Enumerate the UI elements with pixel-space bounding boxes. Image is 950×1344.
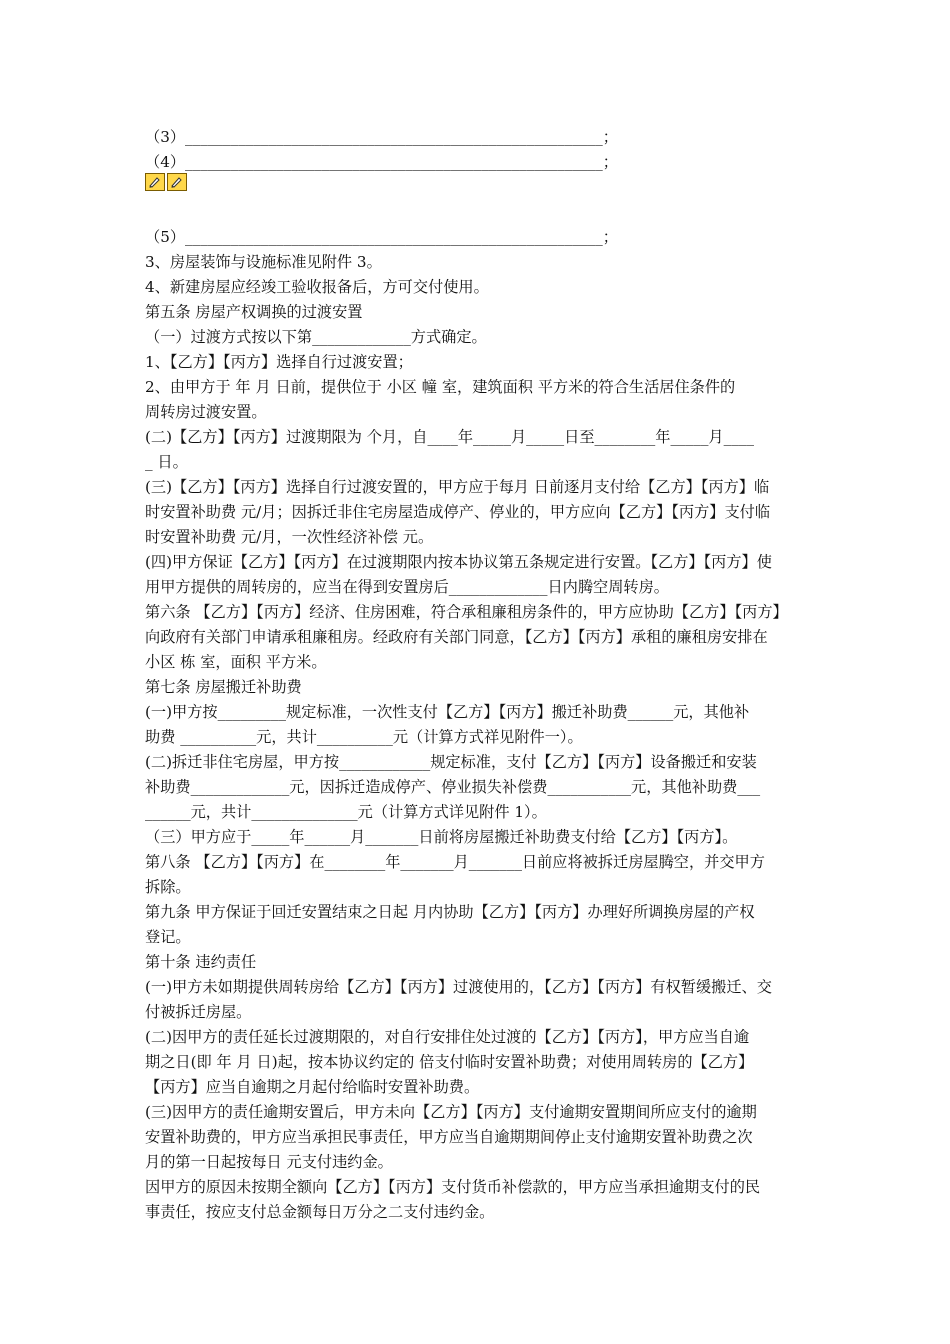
section-heading: 第六条 【乙方】【丙方】经济、住房困难，符合承租廉租房条件的，甲方应协助【乙方】【丙方】: [145, 603, 788, 621]
text-line: （4）_______________________________________________________；: [145, 153, 618, 171]
text-line: 事责任，按应支付总金额每日万分之二支付违约金。: [145, 1203, 495, 1221]
text-line: 【丙方】应当自逾期之月起付给临时安置补助费。: [145, 1078, 480, 1096]
text-line: 1、【乙方】【丙方】选择自行过渡安置；: [145, 353, 413, 371]
section-heading: 第八条 【乙方】【丙方】在________年_______月_______日前应将被拆迁房屋腾空，并交甲方: [145, 853, 765, 871]
text-line: (三)因甲方的责任逾期安置后，甲方未向【乙方】【丙方】支付逾期安置期间所应支付的逾期: [145, 1103, 757, 1121]
text-line: 用甲方提供的周转房的，应当在得到安置房后_____________日内腾空周转房。: [145, 578, 669, 596]
text-line: 拆除。: [145, 878, 191, 896]
text-line: （3）_______________________________________________________；: [145, 128, 618, 146]
text-line: 周转房过渡安置。: [145, 403, 267, 421]
section-heading: 第七条 房屋搬迁补助费: [145, 678, 302, 696]
text-line: _ 日。: [145, 453, 188, 471]
text-line: 月的第一日起按每日 元支付违约金。: [145, 1153, 393, 1171]
text-line: 小区 栋 室，面积 平方米。: [145, 653, 327, 671]
text-line: （三）甲方应于_____年______月_______日前将房屋搬迁补助费支付给【乙方】【丙方】。: [145, 828, 738, 846]
text-line: (一)甲方按_________规定标准，一次性支付【乙方】【丙方】搬迁补助费______元，其他补: [145, 703, 750, 721]
section-heading: 第五条 房屋产权调换的过渡安置: [145, 303, 363, 321]
text-line: 助费 __________元，共计__________元（计算方式祥见附件一）。: [145, 728, 583, 746]
text-line: 时安置补助费 元/月；因拆迁非住宅房屋造成停产、停业的，甲方应向【乙方】【丙方】支付临: [145, 503, 771, 521]
text-line: 时安置补助费 元/月，一次性经济补偿 元。: [145, 528, 434, 546]
text-line: 3、房屋装饰与设施标准见附件 3。: [145, 253, 382, 271]
text-line: (四)甲方保证【乙方】【丙方】在过渡期限内按本协议第五条规定进行安置。【乙方】【丙方】使: [145, 553, 772, 571]
text-line: (一)甲方未如期提供周转房给【乙方】【丙方】过渡使用的，【乙方】【丙方】有权暂缓搬迁、交: [145, 978, 772, 996]
section-heading: 第十条 违约责任: [145, 953, 257, 971]
edit-pencil-icon[interactable]: [167, 173, 187, 191]
text-line: 向政府有关部门申请承租廉租房。经政府有关部门同意，【乙方】【丙方】承租的廉租房安排在: [145, 628, 768, 646]
text-line: 因甲方的原因未按期全额向【乙方】【丙方】支付货币补偿款的，甲方应当承担逾期支付的民: [145, 1178, 761, 1196]
text-line: ______元，共计______________元（计算方式详见附件 1）。: [145, 803, 547, 821]
text-line: 2、由甲方于 年 月 日前，提供位于 小区 幢 室，建筑面积 平方米的符合生活居住条件的: [145, 378, 736, 396]
text-line: 安置补助费的，甲方应当承担民事责任，甲方应当自逾期期间停止支付逾期安置补助费之次: [145, 1128, 753, 1146]
text-line: (二)因甲方的责任延长过渡期限的，对自行安排住处过渡的【乙方】【丙方】，甲方应当自逾: [145, 1028, 750, 1046]
text-line: (二)【乙方】【丙方】过渡期限为 个月，自____年_____月_____日至________年_____月____: [145, 428, 754, 446]
text-line: (三)【乙方】【丙方】选择自行过渡安置的，甲方应于每月 日前逐月支付给【乙方】【丙方】临: [145, 478, 770, 496]
text-line: 4、新建房屋应经竣工验收报备后，方可交付使用。: [145, 278, 489, 296]
text-line: 登记。: [145, 928, 191, 946]
section-heading: 第九条 甲方保证于回迁安置结束之日起 月内协助【乙方】【丙方】办理好所调换房屋的产权: [145, 903, 755, 921]
text-line: （5）_______________________________________________________；: [145, 228, 618, 246]
text-line: (二)拆迁非住宅房屋，甲方按____________规定标准，支付【乙方】【丙方】设备搬迁和安装: [145, 753, 757, 771]
edit-pencil-icon[interactable]: [145, 173, 165, 191]
text-line: 补助费_____________元，因拆迁造成停产、停业损失补偿费___________元，其他补助费___: [145, 778, 761, 796]
text-line: （一）过渡方式按以下第_____________方式确定。: [145, 328, 487, 346]
embedded-toolbar: [145, 173, 187, 191]
text-line: 期之日(即 年 月 日)起，按本协议约定的 倍支付临时安置补助费；对使用周转房的【乙方】: [145, 1053, 754, 1071]
text-line: 付被拆迁房屋。: [145, 1003, 252, 1021]
